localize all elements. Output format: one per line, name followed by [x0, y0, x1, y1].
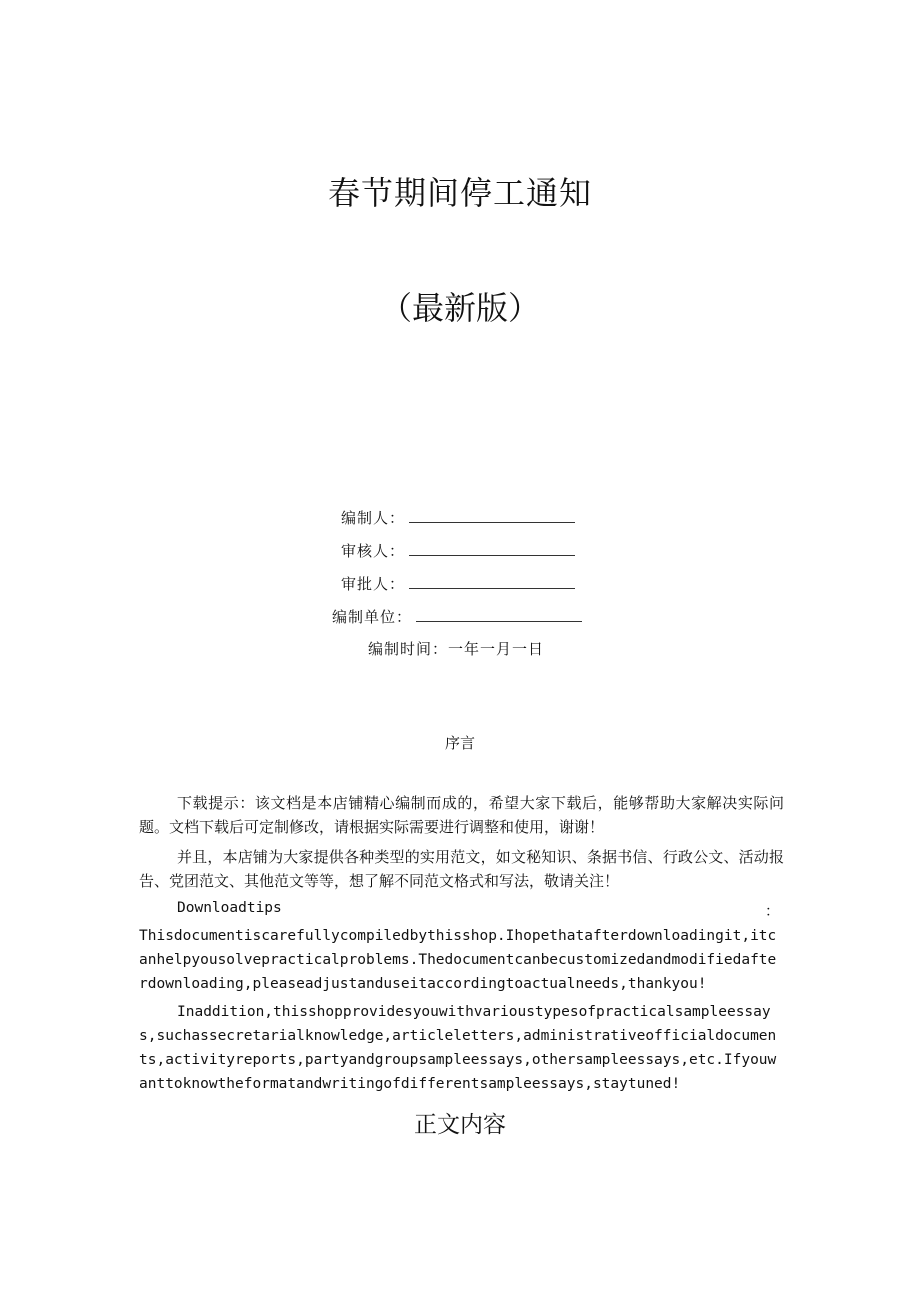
main-content-heading: 正文内容: [414, 1112, 506, 1138]
download-tips-label: Downloadtips: [177, 900, 282, 916]
approver-row: [341, 573, 575, 594]
preface-paragraph-1: 下载提示：该文档是本店铺精心编制而成的，希望大家下载后，能够帮助大家解决实际问题。文档下载后可定制修改，请根据实际需要进行调整和使用，谢谢！: [139, 794, 784, 836]
english-paragraph-2: Inaddition,thisshopprovidesyouwithvarioustypesofpracticalsampleessays,suchassecretarialknowledge,articleletters,administrativeofficialdocuments,activityreports,partyandgroupsampleessays,othersampleessays,etc.Ifyouwanttoknowtheformatandwritingofdifferentsampleessays,staytuned!: [139, 1004, 777, 1092]
compiler-blank-line: [409, 508, 575, 523]
time-label: 编制时间：一年一月一日: [368, 640, 545, 658]
download-tips-body: Thisdocumentiscarefullycompiledbythisshop.Ihopethatafterdownloadingit,itcanhelpyousolvepracticalproblems.Thedocumentcanbecustomizedandmodifiedafterdownloading,pleaseadjustanduseitaccordingtoactualneeds,thankyou!: [139, 928, 777, 992]
approver-label: 审批人：: [341, 575, 406, 593]
compiler-label: 编制人：: [341, 509, 406, 527]
unit-label: 编制单位：: [332, 608, 413, 626]
reviewer-blank-line: [409, 541, 575, 556]
unit-row: [332, 606, 582, 627]
document-title: 春节期间停工通知: [327, 174, 592, 212]
compiler-row: [341, 507, 575, 528]
time-row: [368, 638, 544, 659]
preface-heading: 序言: [444, 734, 475, 752]
unit-blank-line: [416, 607, 582, 622]
document-subtitle: （最新版）: [379, 289, 540, 327]
reviewer-row: [341, 540, 575, 561]
reviewer-label: 审核人：: [341, 542, 406, 560]
approver-blank-line: [409, 574, 575, 589]
preface-paragraph-2: 并且，本店铺为大家提供各种类型的实用范文，如文秘知识、条据书信、行政公文、活动报告、党团范文、其他范文等等，想了解不同范文格式和写法，敬请关注！: [139, 848, 784, 890]
download-tips-colon: ：: [765, 904, 780, 920]
